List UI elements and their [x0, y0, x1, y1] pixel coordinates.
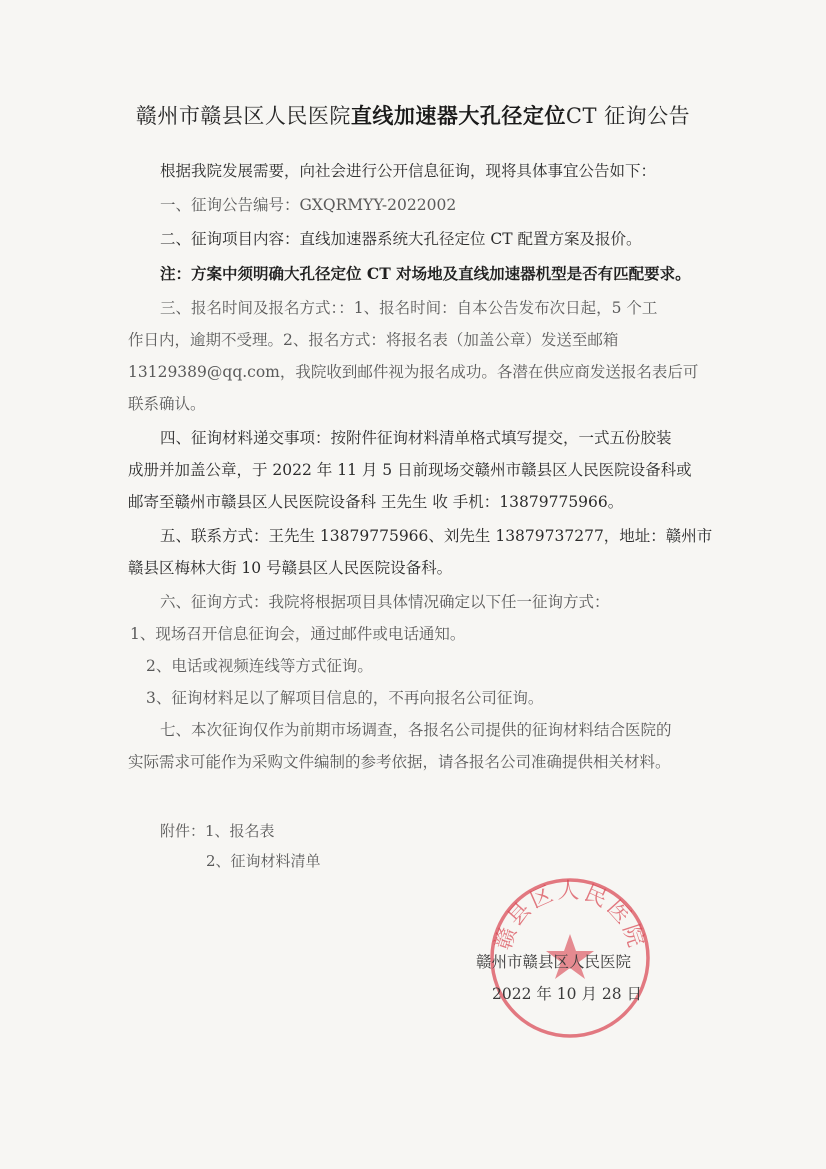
intro-paragraph: 根据我院发展需要，向社会进行公开信息征询，现将具体事宜公告如下： — [160, 162, 657, 180]
title-prefix: 赣州市赣县区人民医院 — [135, 104, 351, 128]
item-1-notice-number: 一、征询公告编号：GXQRMYY-2022002 — [160, 196, 457, 214]
item-6-method-1: 1、现场召开信息征询会，通过邮件或电话通知。 — [130, 625, 466, 643]
title-suffix: CT 征询公告 — [565, 104, 691, 128]
item-5-line-2: 赣县区梅林大街 10 号赣县区人民医院设备科。 — [128, 559, 453, 577]
item-4-line-1: 四、征询材料递交事项：按附件征询材料清单格式填写提交，一式五份胶装 — [160, 429, 672, 447]
item-4-line-3: 邮寄至赣州市赣县区人民医院设备科 王先生 收 手机：13879775966。 — [128, 493, 624, 511]
notice-title — [0, 100, 826, 130]
item-3-line-3: 13129389@qq.com，我院收到邮件视为报名成功。各潜在供应商发送报名表后可 — [128, 363, 699, 381]
item-6-method-3: 3、征询材料足以了解项目信息的，不再向报名公司征询。 — [146, 689, 544, 707]
item-7-line-2: 实际需求可能作为采购文件编制的参考依据，请各报名公司准确提供相关材料。 — [128, 753, 671, 771]
item-6-method-2: 2、电话或视频连线等方式征询。 — [146, 657, 373, 675]
item-4-line-2: 成册并加盖公章，于 2022 年 11 月 5 日前现场交赣州市赣县区人民医院设备科或 — [128, 461, 692, 479]
item-5-line-1: 五、联系方式：王先生 13879775966、刘先生 13879737277，地址：赣州市 — [160, 527, 713, 545]
item-6-methods: 六、征询方式：我院将根据项目具体情况确定以下任一征询方式： — [160, 593, 610, 611]
item-2-project-content: 二、征询项目内容：直线加速器系统大孔径定位 CT 配置方案及报价。 — [160, 230, 642, 248]
item-3-line-1: 三、报名时间及报名方式：：1、报名时间：自本公告发布次日起，5 个工 — [160, 299, 658, 317]
signer-name: 赣州市赣县区人民医院 — [476, 953, 632, 971]
seal-text: 赣县区人民医院 — [491, 879, 649, 954]
attachment-2: 2、征询材料清单 — [206, 852, 321, 870]
note-requirement: 注：方案中须明确大孔径定位 CT 对场地及直线加速器机型是否有匹配要求。 — [160, 264, 691, 283]
item-7-line-1: 七、本次征询仅作为前期市场调查，各报名公司提供的征询材料结合医院的 — [160, 721, 672, 739]
item-3-line-2: 作日内，逾期不受理。2、报名方式：将报名表（加盖公章）发送至邮箱 — [128, 331, 619, 349]
title-bold: 直线加速器大孔径定位 — [350, 103, 566, 128]
attachment-1: 附件：1、报名表 — [160, 822, 275, 840]
signature-date: 2022 年 10 月 28 日 — [492, 985, 643, 1003]
item-3-line-4: 联系确认。 — [128, 395, 206, 413]
